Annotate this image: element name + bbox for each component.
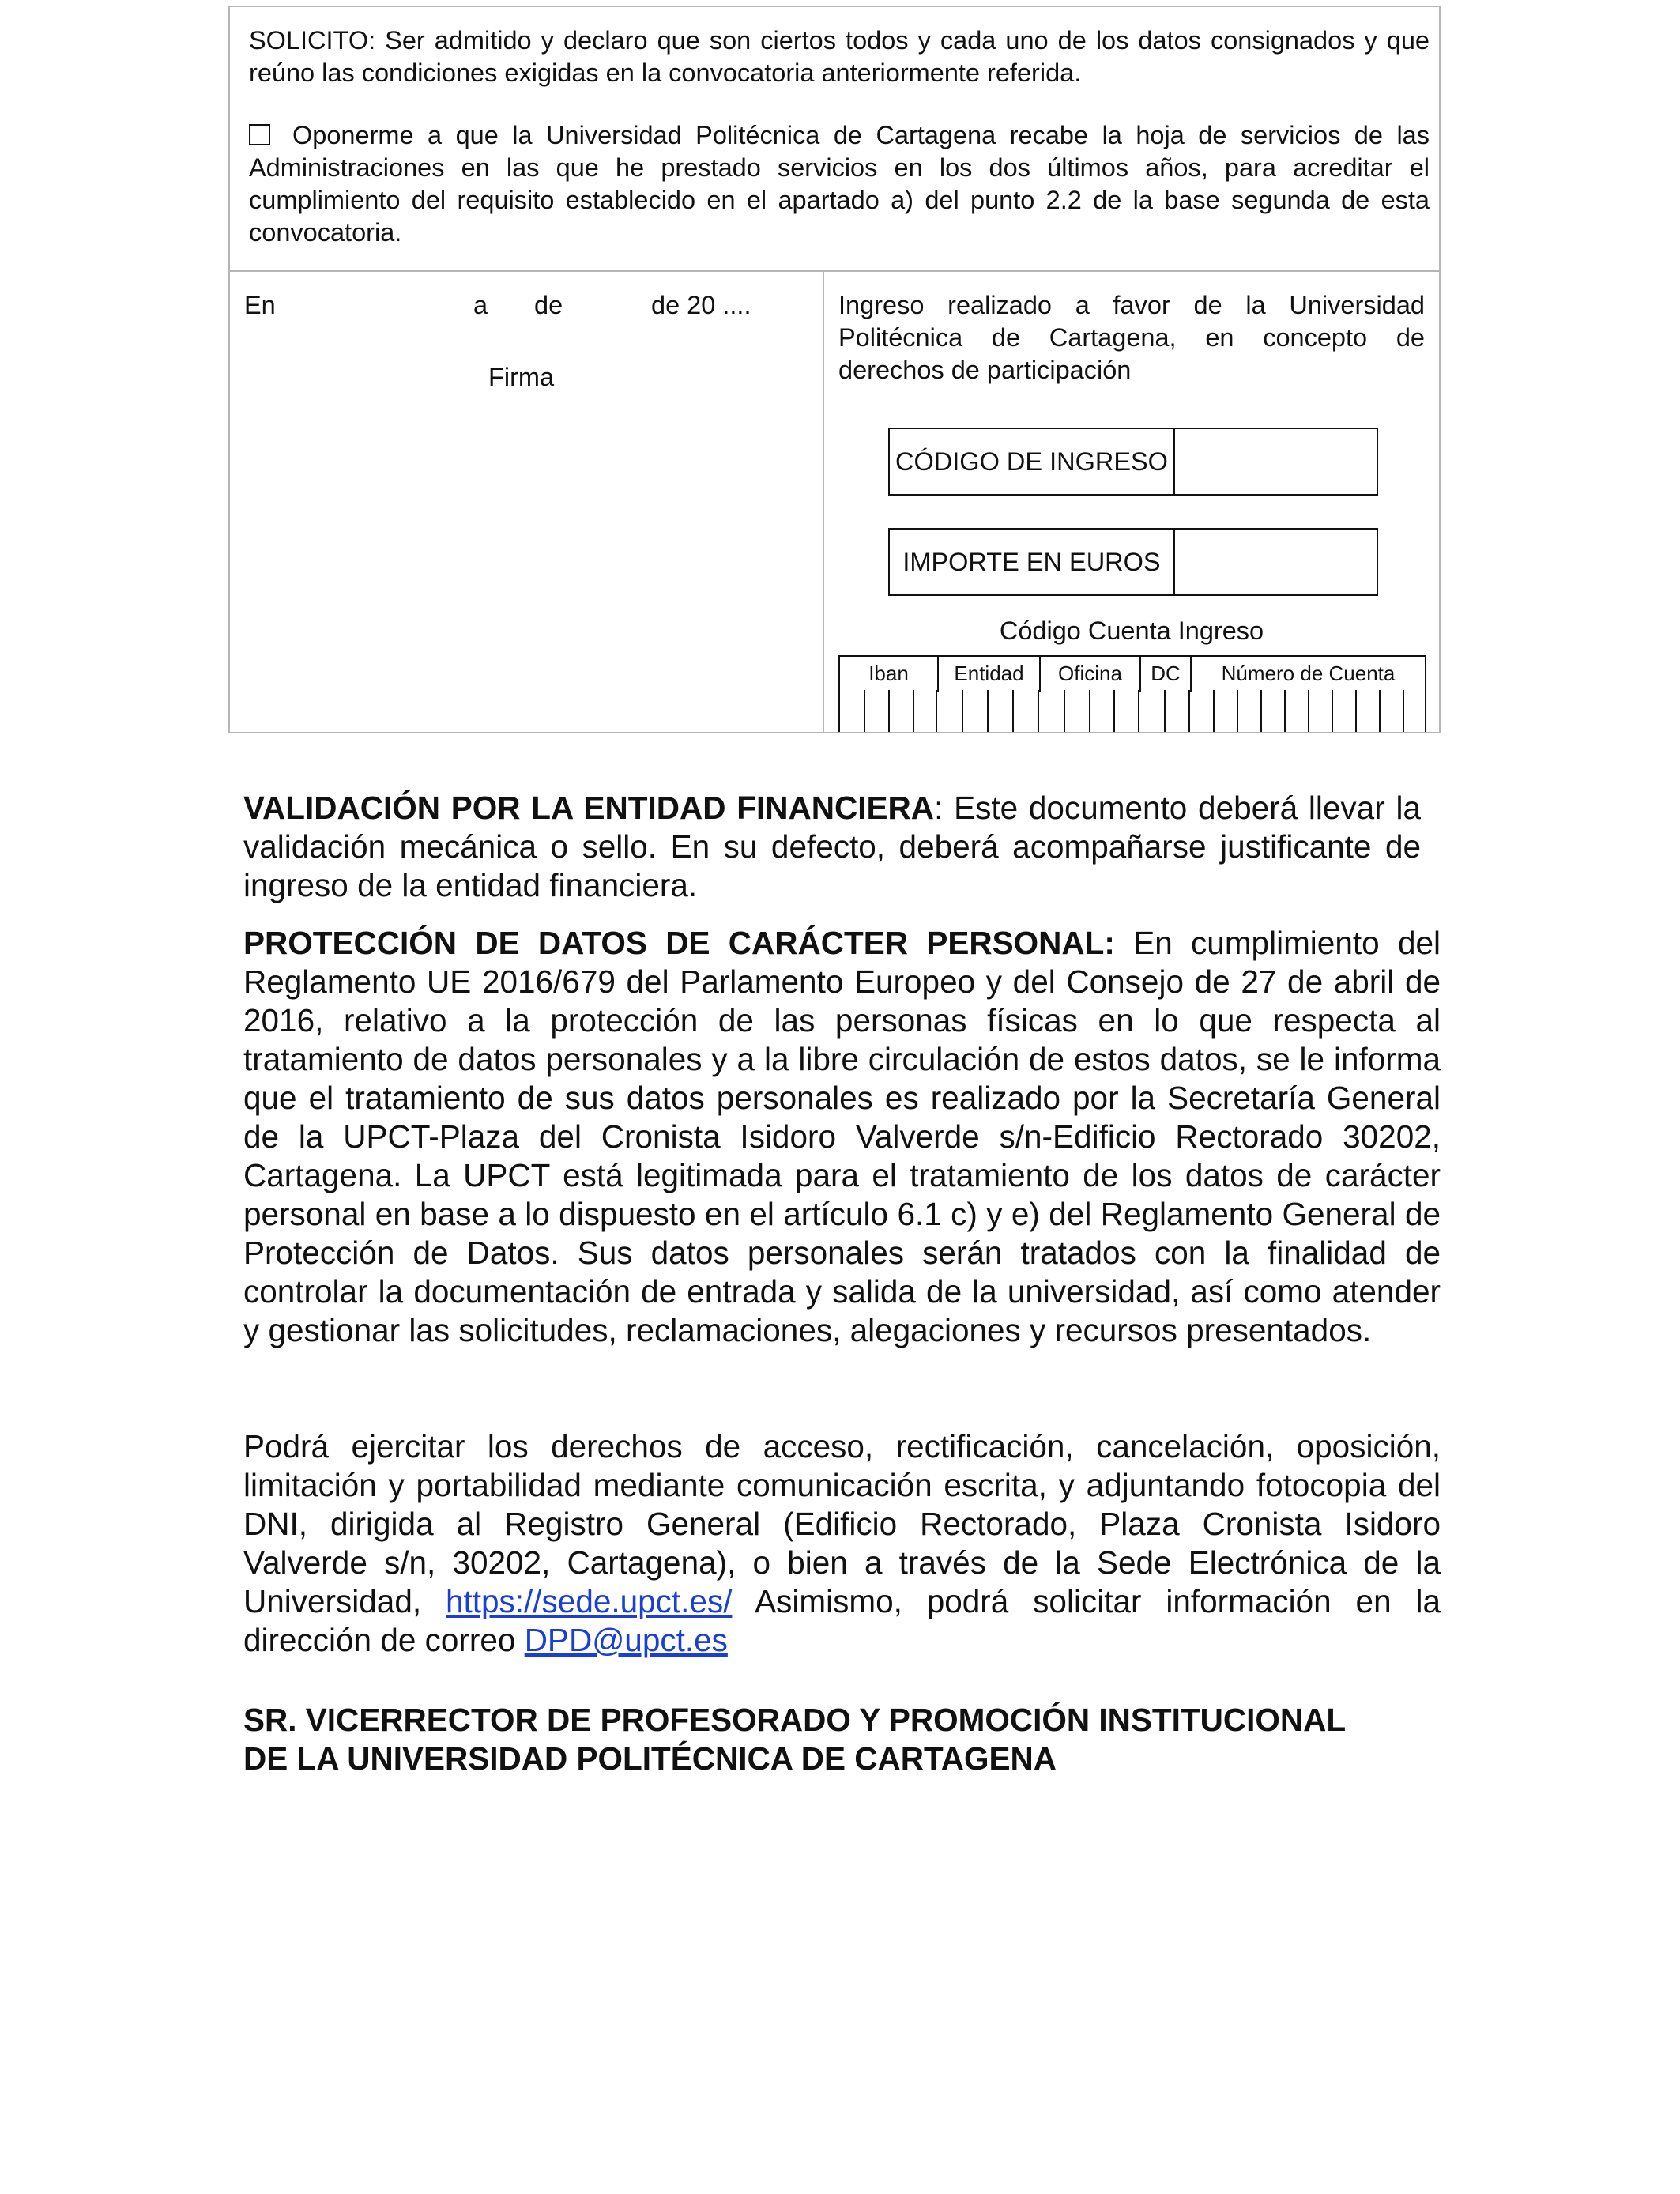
proteccion-text: En cumplimiento del Reglamento UE 2016/679 del Parlamento Europeo y del Consejo de 27 de abril de 2016, relativo a la protección de las personas físicas en lo que respecta al tratamiento de datos personales y a la libre circulación de estos datos, se le informa que el tratamiento de sus datos personales es realizado por la Secretaría General de la UPCT-Plaza del Cronista Isidoro Valverde s/n-Edificio Rectorado 30202, Cartagena. La UPCT está legitimada para el tratamiento de los datos de carácter personal en base a lo dispuesto en el artículo 6.1 c) y e) del Reglamento General de Protección de Datos. Sus datos personales serán tratados con la finalidad de controlar la documentación de entrada y salida de la universidad, así como atender y gestionar las solicitudes, reclamaciones, alegaciones y recursos presentados. bbox=[243, 925, 1441, 1348]
ingreso-section bbox=[824, 272, 1439, 732]
derechos-paragraph bbox=[243, 1427, 1441, 1660]
cuenta-header-row bbox=[838, 655, 1426, 690]
oposicion-checkbox[interactable] bbox=[249, 124, 270, 145]
cuenta-header-entidad: Entidad bbox=[954, 662, 1024, 685]
cuenta-header-iban: Iban bbox=[868, 662, 909, 685]
validacion-paragraph bbox=[243, 789, 1421, 905]
validacion-title: VALIDACIÓN POR LA ENTIDAD FINANCIERA bbox=[243, 790, 935, 826]
codigo-ingreso-box bbox=[888, 428, 1378, 496]
oposicion-text: Oponerme a que la Universidad Politécnica de Cartagena recabe la hoja de servicios de las Administraciones en las que he prestado servicios en los dos últimos años, para acreditar el cumplimiento del requisito establecido en el apartado a) del punto 2.2 de la base segunda de esta convocatoria. bbox=[249, 121, 1430, 247]
sede-link[interactable]: https://sede.upct.es/ bbox=[445, 1583, 733, 1619]
fecha-de-label: de bbox=[534, 291, 563, 319]
importe-label: IMPORTE EN EUROS bbox=[890, 530, 1175, 594]
importe-field[interactable] bbox=[1175, 530, 1377, 594]
cuenta-digit-cells[interactable] bbox=[838, 690, 1426, 732]
destinatario-line-2: DE LA UNIVERSIDAD POLITÉCNICA DE CARTAGENA bbox=[243, 1740, 1057, 1777]
fecha-en-label: En bbox=[244, 291, 276, 319]
proteccion-paragraph bbox=[243, 924, 1441, 1350]
solicitud-form bbox=[228, 6, 1441, 733]
fecha-year-label: de 20 .... bbox=[651, 291, 751, 319]
firma-label: Firma bbox=[488, 363, 555, 391]
cuenta-title: Código Cuenta Ingreso bbox=[999, 616, 1264, 645]
proteccion-title: PROTECCIÓN DE DATOS DE CARÁCTER PERSONAL: bbox=[243, 925, 1115, 961]
derechos-text-middle: Asimismo, podrá solicitar información en la dirección de correo bbox=[243, 1583, 1441, 1658]
email-link[interactable]: DPD@upct.es bbox=[524, 1622, 728, 1658]
cuenta-header-dc: DC bbox=[1151, 662, 1181, 685]
fecha-firma-section bbox=[230, 272, 824, 732]
codigo-ingreso-label: CÓDIGO DE INGRESO bbox=[890, 429, 1175, 494]
ingreso-description: Ingreso realizado a favor de la Universidad Politécnica de Cartagena, en concepto de derechos de participación bbox=[838, 291, 1425, 384]
solicito-section bbox=[230, 7, 1439, 272]
cuenta-header-numero: Número de Cuenta bbox=[1221, 662, 1396, 685]
oposicion-option bbox=[249, 119, 1430, 249]
solicito-text: SOLICITO: Ser admitido y declaro que son ciertos todos y cada uno de los datos consignados y que reúno las condiciones exigidas en la convocatoria anteriormente referida. bbox=[249, 26, 1430, 87]
fecha-a-label: a bbox=[473, 291, 488, 319]
derechos-text: Podrá ejercitar los derechos de acceso, rectificación, cancelación, oposición, limitación y portabilidad mediante comunicación escrita, y adjuntando fotocopia del DNI, dirigida al Registro General (Edificio Rectorado, Plaza Cronista Isidoro Valverde s/n, 30202, Cartagena), o bien a través de la Sede Electrónica de la Universidad, bbox=[243, 1428, 1441, 1619]
validacion-text: : Este documento deberá llevar la validación mecánica o sello. En su defecto, deberá acompañarse justificante de ingreso de la entidad financiera. bbox=[243, 790, 1421, 903]
importe-box bbox=[888, 528, 1378, 596]
codigo-ingreso-field[interactable] bbox=[1175, 429, 1377, 494]
cuenta-grid bbox=[838, 655, 1426, 732]
cuenta-header-oficina: Oficina bbox=[1058, 662, 1122, 685]
destinatario-line-1: SR. VICERRECTOR DE PROFESORADO Y PROMOCIÓN INSTITUCIONAL bbox=[243, 1702, 1347, 1738]
